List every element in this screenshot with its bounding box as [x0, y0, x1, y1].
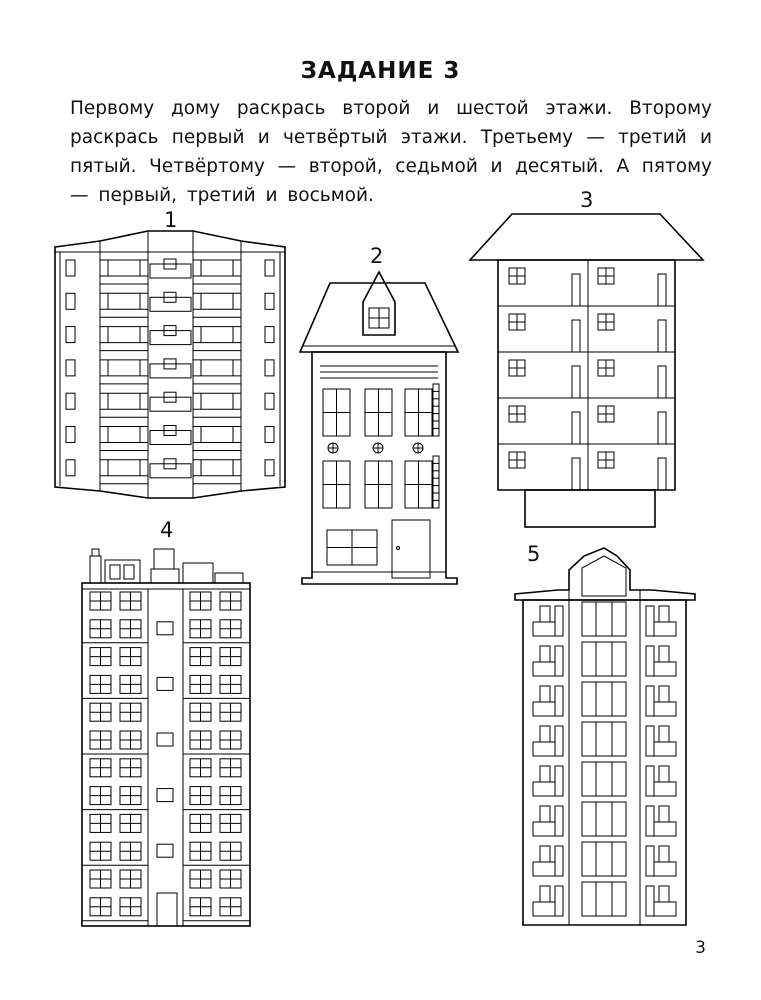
house-1-drawing[interactable] [55, 231, 285, 498]
house-5-floor[interactable] [533, 682, 676, 716]
house-3-label: 3 [580, 188, 594, 212]
house-1-floor[interactable] [66, 359, 274, 384]
house-4-floor[interactable] [90, 870, 241, 888]
house-5-drawing[interactable] [515, 548, 695, 925]
house-5-floor[interactable] [533, 602, 676, 636]
house-4-floor[interactable] [82, 620, 250, 643]
house-3-floor[interactable] [498, 398, 675, 444]
house-3-floor[interactable] [498, 352, 675, 398]
house-4-floor[interactable] [90, 703, 241, 721]
house-1-floor[interactable] [66, 459, 274, 484]
house-1-floor[interactable] [66, 292, 274, 317]
house-1-floor[interactable] [66, 426, 274, 451]
house-4-floor[interactable] [82, 842, 250, 865]
house-4-floor[interactable] [90, 592, 241, 610]
house-5-floor[interactable] [533, 842, 676, 876]
house-3-drawing[interactable] [470, 214, 703, 527]
house-4-floor[interactable] [82, 898, 250, 921]
house-1-floor[interactable] [66, 392, 274, 417]
house-2-drawing[interactable] [300, 272, 458, 584]
task-title: ЗАДАНИЕ 3 [300, 58, 461, 84]
house-5-floor[interactable] [533, 642, 676, 676]
house-4-floor[interactable] [82, 675, 250, 698]
house-4-floor[interactable] [90, 759, 241, 777]
page-number: 3 [695, 938, 706, 958]
house-1-floor[interactable] [66, 326, 274, 351]
house-4-floor[interactable] [90, 648, 241, 666]
house-5-floor[interactable] [533, 882, 676, 916]
house-5-floor[interactable] [533, 762, 676, 796]
house-1-floor[interactable] [66, 259, 274, 284]
house-4-floor[interactable] [82, 787, 250, 810]
house-4-floor[interactable] [82, 731, 250, 754]
house-5-floor[interactable] [533, 722, 676, 756]
task-instruction: Первому дому раскрась второй и шестой этажи. Второму раскрась первый и четвёртый этажи. Третьему — третий и пятый. Четвёртому — второй, седьмой и десятый. А пятому — первый, третий и восьмой. [70, 98, 712, 206]
house-3-floor[interactable] [498, 444, 675, 490]
house-5-floor[interactable] [533, 802, 676, 836]
house-3-floor[interactable] [498, 306, 675, 352]
house-5-label: 5 [527, 542, 541, 566]
house-4-drawing[interactable] [82, 549, 250, 926]
house-2-label: 2 [370, 244, 384, 268]
house-4-floor[interactable] [90, 814, 241, 832]
house-4-label: 4 [160, 518, 174, 542]
house-1-label: 1 [164, 208, 178, 232]
